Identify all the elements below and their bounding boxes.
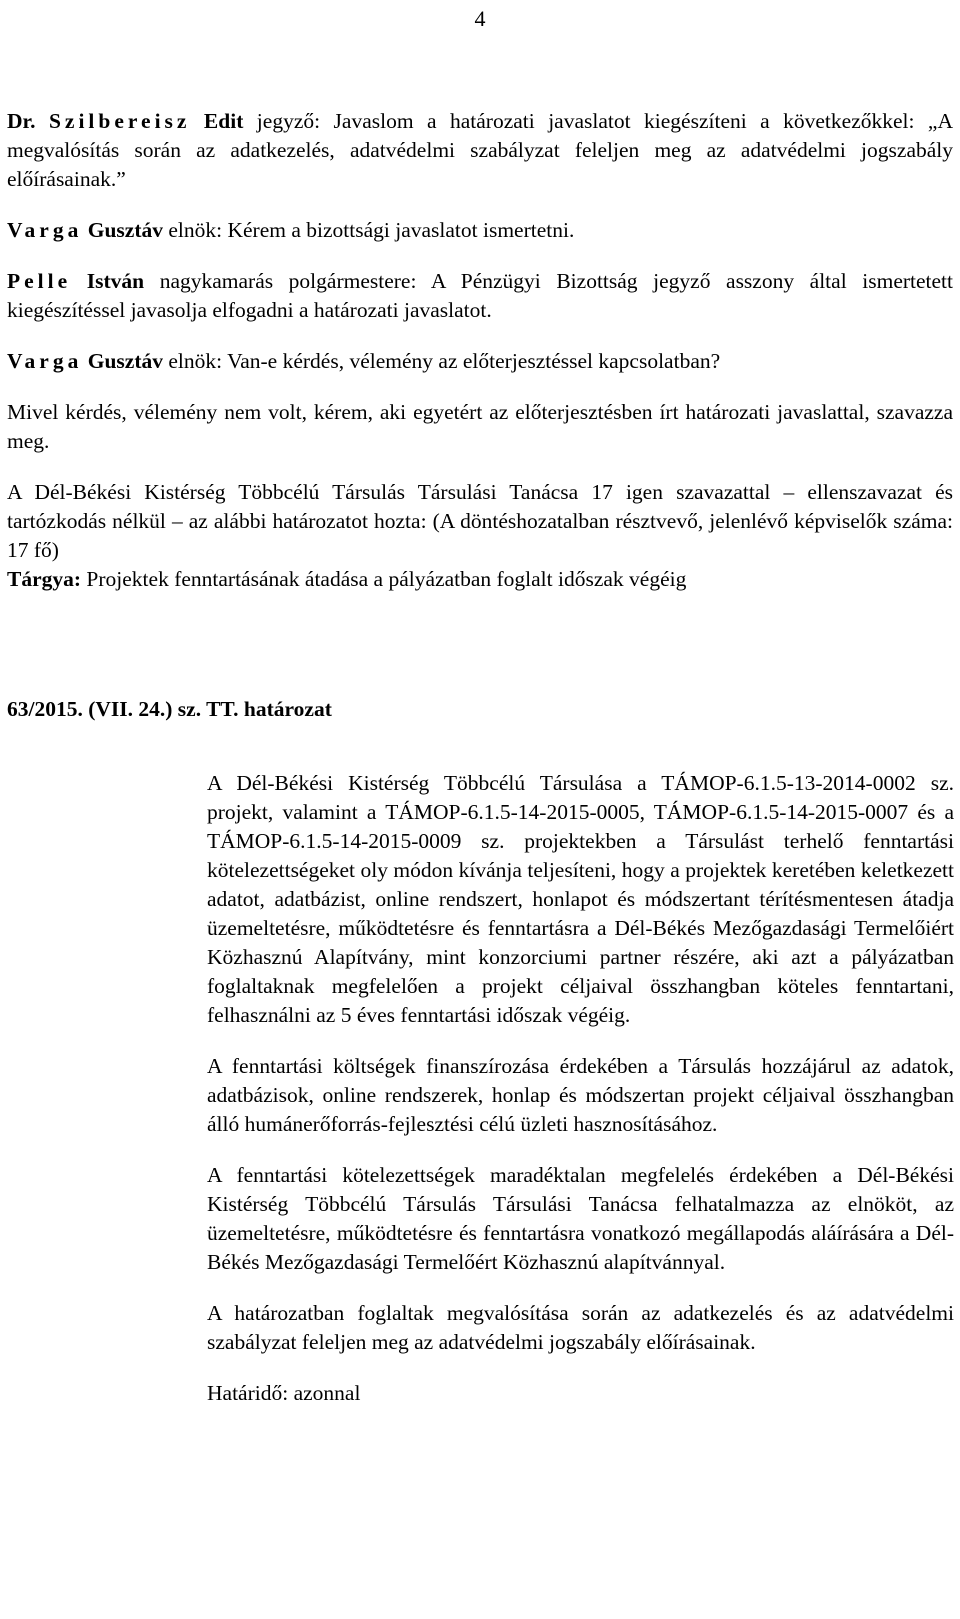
paragraph-elnok-1 [7,216,953,245]
page-number: 4 [474,6,486,31]
subject-label: Tárgya: [7,567,82,591]
speaker-title: Dr. [7,109,36,133]
paragraph-jegyzo [7,107,953,194]
resolution-block [7,695,954,1408]
document-body [7,107,953,594]
speaker-name: Pelle [7,269,72,293]
speaker-name: Varga [7,218,83,242]
resolution-title: 63/2015. (VII. 24.) sz. TT. határozat [7,697,332,721]
resolution-paragraph-4: A határozatban foglaltak megvalósítása során az adatkezelés és az adatvédelmi szabályzat feleljen meg az adatvédelmi jogszabály előírásainak. [207,1301,954,1354]
paragraph-voting-result: A Dél-Békési Kistérség Többcélú Társulás Társulási Tanácsa 17 igen szavazattal – ellenszavazat és tartózkodás nélkül – az alábbi határozatot hozta: (A döntéshozatalban résztvevő, jelenlévő képviselők száma: 17 fő) [7,480,953,562]
subject-text: Projektek fenntartásának átadása a pályázatban foglalt időszak végéig [81,567,687,591]
paragraph-text: elnök: Kérem a bizottsági javaslatot ismertetni. [162,218,575,242]
paragraph-voting-call: Mivel kérdés, vélemény nem volt, kérem, aki egyetért az előterjesztésben írt határozati javaslattal, szavazza meg. [7,400,953,453]
resolution-deadline: Határidő: azonnal [207,1381,361,1405]
resolution-paragraph-3: A fenntartási kötelezettségek maradéktalan megfelelés érdekében a Dél-Békési Kistérség Többcélú Társulás Társulási Tanácsa felhatalmazza az elnököt, az üzemeltetésre, működtetésre és fenntartásra vonatkozó megállapodás aláírására a Dél-Békés Mezőgazdasági Termelőért Közhasznú alapítvánnyal. [207,1163,954,1274]
speaker-name: Szilbereisz [48,109,191,133]
paragraph-elnok-2 [7,347,953,376]
speaker-name: Varga [7,349,83,373]
speaker-first-name: István [86,269,145,293]
paragraph-text: nagykamarás polgármestere: A Pénzügyi Bizottság jegyző asszony által ismertetett kiegészítéssel javasolja elfogadni a határozati javaslatot. [7,269,953,322]
resolution-paragraph-2: A fenntartási költségek finanszírozása érdekében a Társulás hozzájárul az adatok, adatbázisok, online rendszerek, honlap és módszertan projekt céljaival összhangban álló humánerőforrás-fejlesztési célú üzleti hasznosításához. [207,1054,954,1136]
paragraph-text: elnök: Van-e kérdés, vélemény az előterjesztéssel kapcsolatban? [162,349,721,373]
speaker-first-name: Gusztáv [87,349,163,373]
resolution-paragraph-1: A Dél-Békési Kistérség Többcélú Társulása a TÁMOP-6.1.5-13-2014-0002 sz. projekt, valamint a TÁMOP-6.1.5-14-2015-0005, TÁMOP-6.1.5-14-2015-0007 és a TÁMOP-6.1.5-14-2015-0009 sz. projektekben a Társulást terhelő fenntartási kötelezettségeket oly módon kívánja teljesíteni, hogy a projektek keretében keletkezett adatot, adatbázist, online rendszert, honlapot és módszertant térítésmentesen átadja üzemeltetésre, működtetésre és fenntartásra a Dél-Békés Mezőgazdasági Termelőiért Közhasznú Alapítvány, mint konzorciumi partner részére, aki azt a pályázatban foglaltaknak megfelelően a projekt céljaival összhangban köteles fenntartani, felhasználni az 5 éves fenntartási időszak végéig. [207,771,954,1027]
paragraph-text: jegyző: Javaslom a határozati javaslatot kiegészíteni a következőkkel: „A megvalósítás során az adatkezelés, adatvédelmi szabályzat feleljen meg az adatvédelmi jogszabály előírásainak.” [7,109,954,191]
speaker-first-name: Gusztáv [87,218,163,242]
paragraph-subject [7,565,953,594]
speaker-first-name: Edit [203,109,244,133]
paragraph-polgarmester [7,267,953,325]
